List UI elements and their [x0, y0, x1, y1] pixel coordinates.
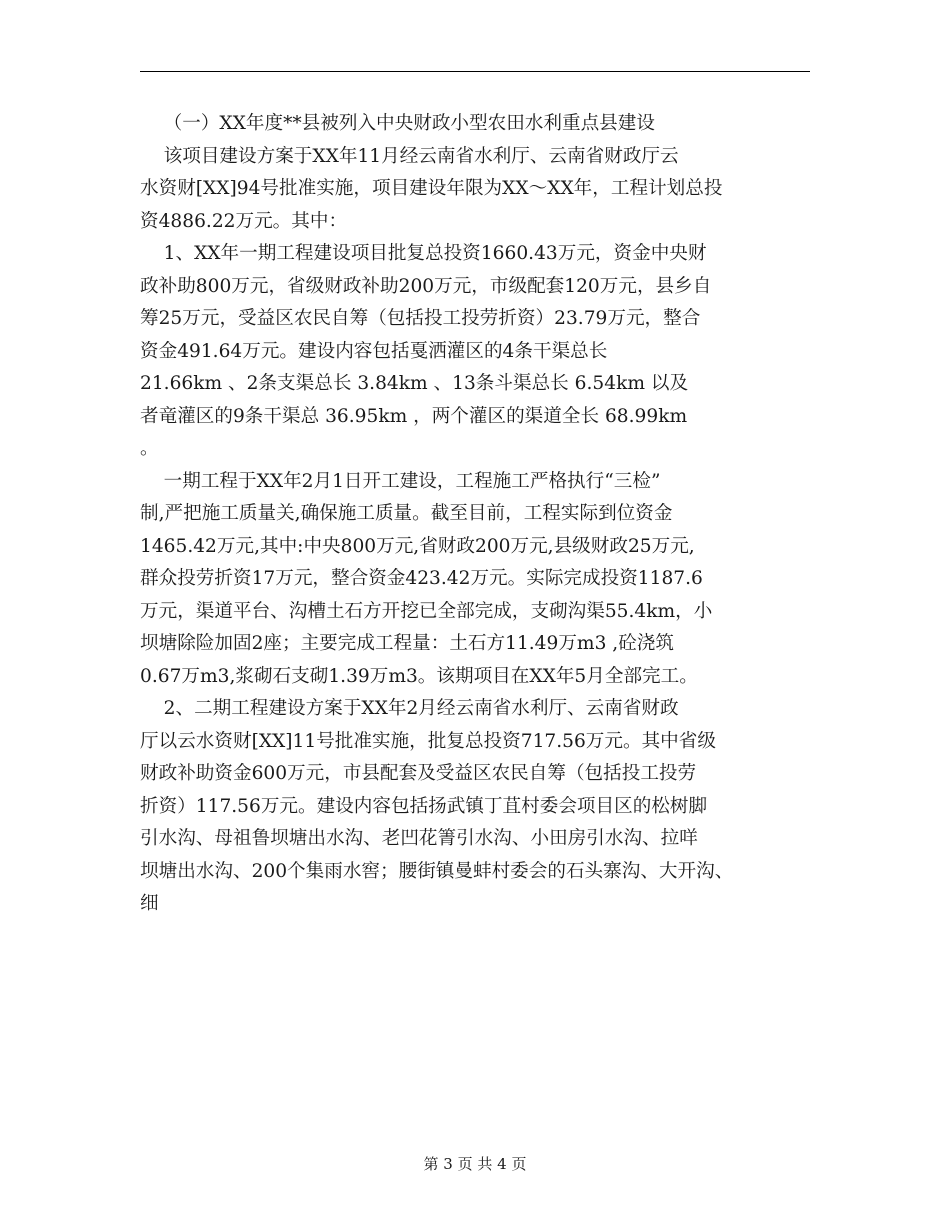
page-number-footer: 第 3 页 共 4 页: [423, 1155, 527, 1173]
text-line: 坝塘除险加固2座；主要完成工程量：土石方11.49万m3 ,砼浇筑: [140, 633, 674, 654]
header-rule: [140, 71, 810, 72]
text-line: 1、XX年一期工程建设项目批复总投资1660.43万元，资金中央财: [140, 243, 707, 264]
text-line: 万元，渠道平台、沟槽土石方开挖已全部完成，支砌沟渠55.4km，小: [140, 600, 713, 622]
text-line: （一）XX年度**县被列入中央财政小型农田水利重点县建设: [140, 113, 655, 134]
text-line: 水资财[XX]94号批准实施，项目建设年限为XX～XX年，工程计划总投: [140, 178, 723, 199]
text-line: 资4886.22万元。其中：: [140, 210, 348, 232]
text-line: 筹25万元，受益区农民自筹（包括投工投劳折资）23.79万元，整合: [140, 308, 701, 329]
text-line: 1465.42万元,其中:中央800万元,省财政200万元,县级财政25万元,: [140, 535, 695, 557]
text-line: 资金491.64万元。建设内容包括戛洒灌区的4条干渠总长: [140, 340, 608, 362]
text-line: 细: [140, 893, 159, 914]
text-line: 21.66km 、2条支渠总长 3.84km 、13条斗渠总长 6.54km 以及: [140, 373, 689, 394]
text-line: 财政补助资金600万元，市县配套及受益区农民自筹（包括投工投劳: [140, 763, 697, 784]
text-line: 折资）117.56万元。建设内容包括扬武镇丁苴村委会项目区的松树脚: [140, 795, 708, 817]
text-line: 坝塘出水沟、200个集雨水窖；腰街镇曼蚌村委会的石头寨沟、大开沟、: [140, 860, 734, 882]
text-line: 2、二期工程建设方案于XX年2月经云南省水利厅、云南省财政: [140, 698, 679, 719]
text-line: 该项目建设方案于XX年11月经云南省水利厅、云南省财政厅云: [140, 145, 679, 167]
text-line: 者竜灌区的9条干渠总 36.95km ，两个灌区的渠道全长 68.99km: [140, 405, 688, 427]
document-body: [140, 108, 816, 921]
text-line: 厅以云水资财[XX]11号批准实施，批复总投资717.56万元。其中省级: [140, 730, 716, 752]
text-line: 0.67万m3,浆砌石支砌1.39万m3。该期项目在XX年5月全部完工。: [140, 665, 698, 687]
text-line: 制,严把施工质量关,确保施工质量。截至目前，工程实际到位资金: [140, 503, 673, 524]
text-line: 政补助800万元，省级财政补助200万元，市级配套120万元，县乡自: [140, 275, 712, 297]
text-line: 。: [140, 438, 159, 459]
text-line: 群众投劳折资17万元，整合资金423.42万元。实际完成投资1187.6: [140, 568, 703, 589]
text-line: 引水沟、母祖鲁坝塘出水沟、老凹花箐引水沟、小田房引水沟、拉咩: [140, 828, 698, 849]
text-line: 一期工程于XX年2月1日开工建设，工程施工严格执行“三检”: [140, 470, 661, 492]
